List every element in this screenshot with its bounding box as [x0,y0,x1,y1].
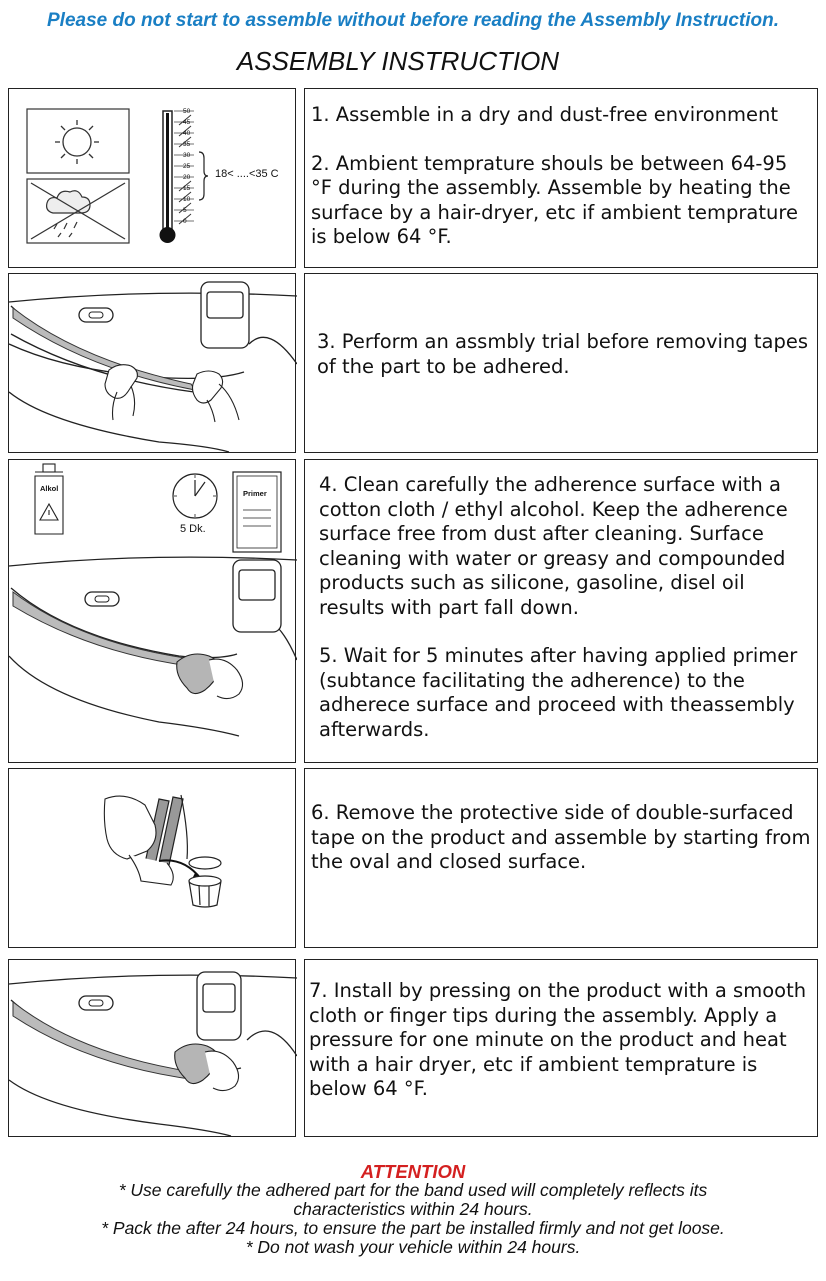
alcohol-label: Alkol [40,484,59,493]
attention-line-3: * Pack the after 24 hours, to ensure the part be installed firmly and not get loose. [101,1218,725,1238]
thermometer-tick-label: 50 [183,108,191,115]
thermometer-tick-label: 15 [183,185,191,192]
step-text-box-7 [304,959,818,1137]
timer-label: 5 Dk. [180,523,206,535]
bumper-outline [9,293,297,452]
page-title: ASSEMBLY INSTRUCTION [236,46,560,76]
remove-tape-drawing [9,769,297,949]
temperature-range-label: 18< ....<35 C [215,168,279,180]
license-plate-icon [197,972,241,1040]
thermometer-tick-label: 5 [183,207,187,214]
trim-strip [13,1002,197,1080]
license-plate-icon [201,282,249,348]
step-3-text: 3. Perform an assmbly trial before removing tapes of the part to be adhered. [317,330,808,378]
illustration-install [8,959,296,1137]
step-6-text: 6. Remove the protective side of double-surfaced tape on the product and assemble by starting from the oval and closed surface. [311,801,811,873]
thermometer-tick-label: 20 [183,174,191,181]
primer-label: Primer [243,489,267,498]
step-text-box-6 [304,768,818,948]
attention-heading: ATTENTION [360,1161,466,1182]
attention-footer [0,1162,826,1257]
attention-line-1: * Use carefully the adhered part for the band used will completely reflects its [118,1180,708,1200]
thermometer-tick-label: 35 [183,141,191,148]
thermometer-ticks [183,108,191,225]
cleaning-drawing [9,460,297,764]
cloth-hand-icon [177,654,243,699]
thermometer-tick-label: 10 [183,196,191,203]
environment-drawing [9,89,297,269]
handle-inner [89,1000,103,1006]
illustration-cleaning [8,459,296,763]
bumper-outline [9,975,297,1136]
cloth-hand-icon [175,1044,239,1091]
thermometer-tick-label: 30 [183,152,191,159]
alcohol-bottle-icon [35,464,63,534]
thermometer-tick-label: 0 [183,218,187,225]
thermometer-tick-label: 25 [183,163,191,170]
step-1-text: 1. Assemble in a dry and dust-free environment [311,103,779,126]
warning-banner: Please do not start to assemble without before reading the Assembly Instruction. [47,10,779,31]
thermometer-tick-label: 45 [183,119,191,126]
attention-line-2: characteristics within 24 hours. [293,1199,533,1219]
clock-icon [173,474,217,518]
range-brace [199,152,208,200]
illustration-trial-fit [8,273,296,453]
install-drawing [9,960,297,1138]
hand-right-icon [193,371,240,422]
trial-fit-drawing [9,274,297,454]
step-text-box-1 [304,88,818,268]
step-2-text: 2. Ambient temprature shouls be between 64-95 °F during the assembly. Assemble by heating the surface by a hair-dryer, etc if ambient temprature is below 64 °F. [311,151,798,248]
illustration-environment [8,88,296,268]
sun-panel [27,109,129,173]
thermometer-tick-label: 40 [183,130,191,137]
step-text-box-3 [304,273,818,453]
trash-bin-icon [189,857,221,907]
step-7-text: 7. Install by pressing on the product with a smooth cloth or finger tips during the assembly. Apply a pressure for one minute on the product and heat with a hair dryer, etc if ambient temprature is below 64 °F. [309,979,807,1100]
handle-inner [89,312,103,318]
step-text-box-4-5 [304,459,818,763]
license-plate-icon [233,560,281,632]
attention-line-4: * Do not wash your vehicle within 24 hours. [245,1237,581,1257]
handle-inner [95,596,109,602]
step-5-text: 5. Wait for 5 minutes after having applied primer (subtance facilitating the adherence) to the adherece surface and proceed with theassembly afterwards. [319,644,798,741]
illustration-remove-tape [8,768,296,948]
primer-sheet-icon [233,472,281,552]
hand-left-icon [105,365,137,420]
step-4-text: 4. Clean carefully the adherence surface with a cotton cloth / ethyl alcohol. Keep the adherence surface free from dust after cleaning. Surface cleaning with water or greasy and compounded products such as silicone, gasoline, disel oil results with part fall down. [319,473,788,619]
